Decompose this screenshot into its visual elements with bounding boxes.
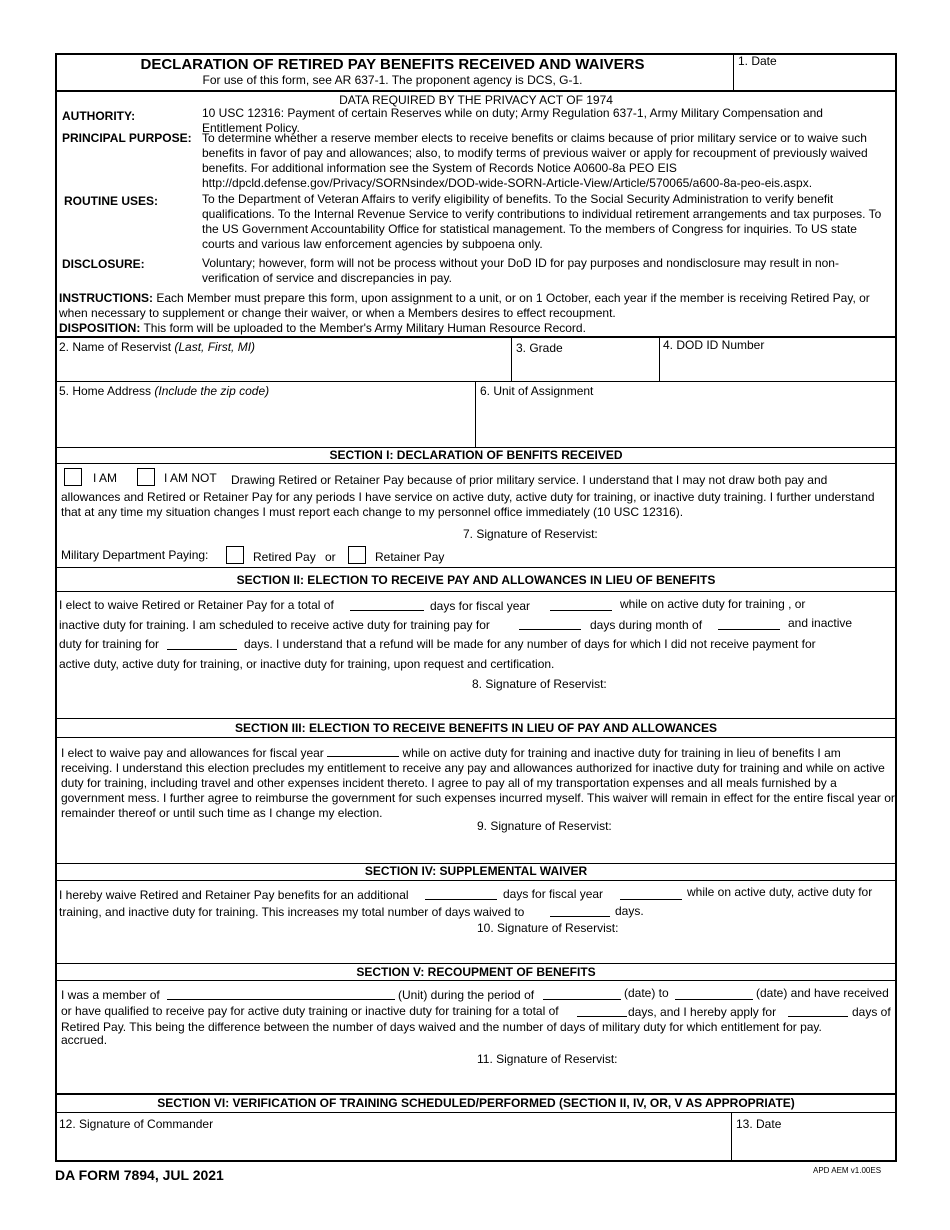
name-label-text: 2. Name of Reservist xyxy=(59,340,175,354)
s5-line2c: days of xyxy=(852,1005,891,1019)
section1-text-first: Drawing Retired or Retainer Pay because of prior military service. I understand that I may not draw both pay and xyxy=(231,473,828,487)
purpose-label: PRINCIPAL PURPOSE: xyxy=(62,131,192,145)
address-label-text: 5. Home Address xyxy=(59,384,155,398)
instructions-text: Each Member must prepare this form, upon assignment to a unit, or on 1 October, each year if the member is receiving Retired Pay, or when necessary to supplement or change their waiver, or when a Members desires to effect recoupment. xyxy=(59,291,870,320)
instructions xyxy=(59,291,895,321)
s5-end-date-input[interactable] xyxy=(675,987,753,1000)
commander-signature-label: 12. Signature of Commander xyxy=(59,1117,214,1131)
section3-text xyxy=(61,744,895,821)
section5-signature-field[interactable] xyxy=(630,1047,894,1091)
s4-line1b: days for fiscal year xyxy=(503,887,604,901)
routine-text: To the Department of Veteran Affairs to verify eligibility of benefits. To the Social Security Administration to verify benefit qualifications. To the Internal Revenue Service to verify contributions to individual retirement arrangements and tax purposes. To the US Government Accountability Office for statistical management. To the members of Congress for inquiries. To US state courts and various law enforcement agencies by subpoena only. xyxy=(202,192,882,251)
section6-title: SECTION VI: VERIFICATION OF TRAINING SCHEDULED/PERFORMED (SECTION II, IV, OR, V AS APPROPRIATE) xyxy=(157,1096,795,1110)
divider xyxy=(659,338,660,381)
s2-fiscal-year-input[interactable] xyxy=(550,598,612,611)
s4-line2a: training, and inactive duty for training. This increases my total number of days waived to xyxy=(59,905,525,919)
authority-label: AUTHORITY: xyxy=(62,109,136,123)
s5-line1b: (Unit) during the period of xyxy=(398,988,535,1002)
retired-pay-label: Retired Pay xyxy=(253,550,316,564)
or-label: or xyxy=(325,550,336,564)
commander-signature-field[interactable] xyxy=(57,1133,729,1159)
s4-line1a: I hereby waive Retired and Retainer Pay benefits for an additional xyxy=(59,888,409,902)
s5-line4: accrued. xyxy=(61,1033,108,1047)
s5-line1a: I was a member of xyxy=(61,988,160,1002)
section4-signature-field[interactable] xyxy=(630,916,894,960)
s5-line2a: or have qualified to receive pay for active duty training or inactive duty for training for a total of xyxy=(61,1004,559,1018)
name-label xyxy=(59,340,255,354)
section1-signature-label: 7. Signature of Reservist: xyxy=(463,527,598,541)
s3-text-start: I elect to waive pay and allowances for fiscal year xyxy=(61,746,324,760)
s2-line4: active duty, active duty for training, or inactive duty for training, upon request and certification. xyxy=(59,657,555,671)
s2-line3a: duty for training for xyxy=(59,637,160,651)
s5-line2b: days, and I hereby apply for xyxy=(628,1005,777,1019)
i-am-not-checkbox[interactable] xyxy=(137,468,155,486)
section6-date-input[interactable] xyxy=(733,1133,895,1159)
dodid-input[interactable] xyxy=(661,355,895,379)
s5-line1c: (date) to xyxy=(624,986,669,1000)
divider xyxy=(475,381,476,447)
i-am-label: I AM xyxy=(93,471,118,485)
section5-title: SECTION V: RECOUPMENT OF BENEFITS xyxy=(356,965,596,979)
name-hint: (Last, First, MI) xyxy=(174,340,256,354)
unit-label: 6. Unit of Assignment xyxy=(480,384,594,398)
section5-signature-label: 11. Signature of Reservist: xyxy=(477,1052,618,1066)
s5-total-days-input[interactable] xyxy=(577,1004,627,1017)
s5-line3: Retired Pay. This being the difference between the number of days waived and the number of days of military duty for which entitlement for pay. xyxy=(61,1020,822,1034)
section3-signature-field[interactable] xyxy=(625,814,894,858)
mil-dept-label: Military Department Paying: xyxy=(61,548,209,562)
divider xyxy=(55,463,897,464)
section1-signature-field[interactable] xyxy=(610,522,894,542)
disclosure-text: Voluntary; however, form will not be process without your DoD ID for pay purposes and nondisclosure may result in non-verification of service and discrepancies in pay. xyxy=(202,256,839,285)
form-title: DECLARATION OF RETIRED PAY BENEFITS RECEIVED AND WAIVERS xyxy=(140,56,645,73)
s2-month-input[interactable] xyxy=(718,617,780,630)
disposition xyxy=(59,321,895,336)
section1-text-rest: allowances and Retired or Retainer Pay for any periods I have service on active duty, active duty for training, or inactive duty training. I further understand that at any time my situation changes I must report each change to my personnel office immediately (10 USC 12316). xyxy=(61,490,875,519)
address-hint: (Include the zip code) xyxy=(154,384,270,398)
s2-line1b: days for fiscal year xyxy=(430,599,531,613)
unit-input[interactable] xyxy=(477,400,895,446)
dodid-label: 4. DOD ID Number xyxy=(663,338,765,352)
disclosure-label: DISCLOSURE: xyxy=(62,257,145,271)
disposition-label: DISPOSITION: xyxy=(59,321,141,335)
section3-title: SECTION III: ELECTION TO RECEIVE BENEFITS IN LIEU OF PAY AND ALLOWANCES xyxy=(234,721,718,735)
purpose-text: To determine whether a reserve member elects to receive benefits or claims because of prior military service or to waive such benefits in favor of pay and allowances; also, to modify terms of previous waiver or apply for recoupment of previously waived benefits. For additional information see the System of Records Notice A0600-8a PEO EIS http://dpcld.defense.gov/Privacy/SORNsindex/DOD-wide-SORN-Article-View/Article/570065/a600-8a-peo-eis.aspx. xyxy=(202,131,868,190)
s4-fiscal-year-input[interactable] xyxy=(620,887,682,900)
divider xyxy=(55,336,897,338)
divider xyxy=(55,980,897,981)
authority-text: 10 USC 12316: Payment of certain Reserves while on duty; Army Regulation 637-1, Army Military Compensation and Entitlement Policy. xyxy=(202,106,823,135)
divider xyxy=(55,737,897,738)
retainer-pay-checkbox[interactable] xyxy=(348,546,366,564)
s4-additional-days-input[interactable] xyxy=(425,887,497,900)
form-id: DA FORM 7894, JUL 2021 xyxy=(55,1167,224,1183)
date-input[interactable] xyxy=(734,67,896,89)
s2-inactive-days-input[interactable] xyxy=(167,637,237,650)
s2-line1c: while on active duty for training , or xyxy=(620,597,806,611)
divider xyxy=(55,381,897,382)
disposition-text: This form will be uploaded to the Member's Army Military Human Resource Record. xyxy=(140,321,586,335)
retainer-pay-label: Retainer Pay xyxy=(375,550,445,564)
divider xyxy=(55,1093,897,1095)
divider xyxy=(55,1112,897,1113)
divider xyxy=(731,1112,732,1162)
s2-total-days-input[interactable] xyxy=(350,598,424,611)
divider xyxy=(55,718,897,719)
address-input[interactable] xyxy=(57,400,473,446)
divider xyxy=(511,338,512,381)
form-version: APD AEM v1.00ES xyxy=(813,1166,882,1175)
privacy-heading: DATA REQUIRED BY THE PRIVACY ACT OF 1974 xyxy=(339,93,613,107)
i-am-checkbox[interactable] xyxy=(64,468,82,486)
s2-line2b: days during month of xyxy=(590,618,703,632)
divider xyxy=(55,880,897,881)
section1-title: SECTION I: DECLARATION OF BENFITS RECEIVED xyxy=(329,448,623,462)
instructions-label: INSTRUCTIONS: xyxy=(59,291,153,305)
name-input[interactable] xyxy=(57,355,509,379)
divider xyxy=(55,963,897,964)
s3-fiscal-year-input[interactable] xyxy=(327,744,399,757)
s4-total-days-input[interactable] xyxy=(550,904,610,917)
section4-title: SECTION IV: SUPPLEMENTAL WAIVER xyxy=(364,864,588,878)
section4-signature-label: 10. Signature of Reservist: xyxy=(477,921,619,935)
date-label: 1. Date xyxy=(738,54,777,68)
s2-line2c: and inactive xyxy=(788,616,853,630)
divider xyxy=(55,591,897,592)
i-am-not-label: I AM NOT xyxy=(164,471,217,485)
retired-pay-checkbox[interactable] xyxy=(226,546,244,564)
s2-line3b: days. I understand that a refund will be made for any number of days for which I did not receive payment for xyxy=(244,637,816,651)
s2-scheduled-days-input[interactable] xyxy=(519,617,581,630)
s5-unit-input[interactable] xyxy=(167,987,395,1000)
s2-line1a: I elect to waive Retired or Retainer Pay for a total of xyxy=(59,598,334,612)
s5-apply-days-input[interactable] xyxy=(788,1004,848,1017)
section6-date-label: 13. Date xyxy=(736,1117,782,1131)
address-label xyxy=(59,384,269,398)
s2-line2a: inactive duty for training. I am scheduled to receive active duty for training pay for xyxy=(59,618,490,632)
section2-signature-label: 8. Signature of Reservist: xyxy=(472,677,607,691)
section3-signature-label: 9. Signature of Reservist: xyxy=(477,819,612,833)
divider xyxy=(55,90,897,92)
s4-line1c: while on active duty, active duty for xyxy=(687,885,873,899)
routine-label: ROUTINE USES: xyxy=(64,194,159,208)
s4-line2b: days. xyxy=(615,904,644,918)
form-subtitle: For use of this form, see AR 637-1. The proponent agency is DCS, G-1. xyxy=(202,73,583,87)
divider xyxy=(55,567,897,568)
s5-line1d: (date) and have received xyxy=(756,986,889,1000)
s5-start-date-input[interactable] xyxy=(543,987,621,1000)
section2-title: SECTION II: ELECTION TO RECEIVE PAY AND ALLOWANCES IN LIEU OF BENEFITS xyxy=(236,573,716,587)
section2-signature-field[interactable] xyxy=(620,672,894,712)
grade-input[interactable] xyxy=(513,357,657,379)
grade-label: 3. Grade xyxy=(516,341,563,355)
s3-text-rest: while on active duty for training and inactive duty for training in lieu of benefits I am receiving. I understand this election precludes my entitlement to receive any pay and allowances authorized for inactive duty for training and while on active duty for training, including travel and other expenses incident thereto. I agree to pay all of my transportation expenses and all meals furnished by a government mess. I further agree to reimburse the government for such expenses incurred myself. This waiver will remain in effect for the entire fiscal year or remainder thereof or until such time as I change my election. xyxy=(61,746,895,820)
